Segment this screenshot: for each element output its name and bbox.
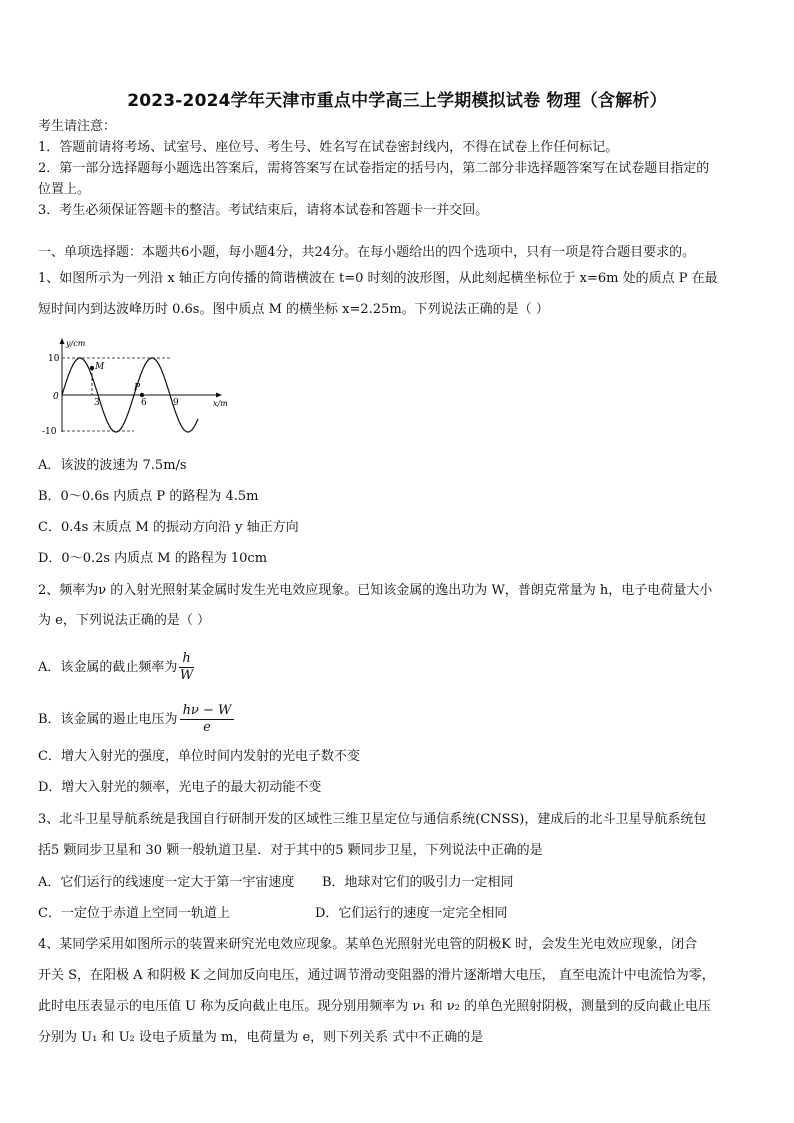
fraction-denominator: e [203, 720, 211, 735]
option-a-text: A．该金属的截止频率为 [38, 660, 178, 675]
question-4-stem: 此时电压表显示的电压值 U 称为反向截止电压。现分别用频率为 ν₁ 和 ν₂ 的单色光照射阴极，测量到的反向截止电压 [38, 999, 711, 1014]
question-1-stem: 1、如图所示为一列沿 x 轴正方向传播的简谐横波在 t=0 时刻的波形图，从此刻起横坐标位于 x=6m 处的质点 P 在最 [38, 271, 718, 286]
y-tick-label: 10 [48, 354, 60, 364]
x-tick-label: 9 [173, 398, 179, 408]
fraction-denominator: W [179, 668, 194, 683]
wave-graph [36, 338, 236, 438]
option-a [38, 651, 194, 685]
fraction-numerator: hν − W [180, 703, 235, 720]
fraction [179, 651, 193, 684]
section-heading: 一、单项选择题：本题共6小题，每小题4分，共24分。在每小题给出的四个选项中，只有一项是符合题目要求的。 [38, 245, 696, 260]
notice-item: 位置上。 [38, 182, 91, 197]
option-b: B．0～0.6s 内质点 P 的路程为 4.5m [38, 489, 259, 504]
option-d: D．增大入射光的频率，光电子的最大初动能不变 [38, 780, 322, 795]
page-title: 2023-2024学年天津市重点中学高三上学期模拟试卷 物理（含解析） [127, 91, 667, 111]
question-1-stem: 短时间内到达波峰历时 0.6s。图中质点 M 的横坐标 x=2.25m。下列说法正确的是（ ） [38, 302, 549, 317]
question-4-stem: 开关 S，在阳极 A 和阴极 K 之间加反向电压，通过调节滑动变阻器的滑片逐渐增大电压， 直至电流计中电流恰为零， [38, 968, 715, 983]
notice-heading: 考生请注意： [38, 119, 117, 134]
y-tick-label: 0 [53, 392, 59, 402]
x-tick-label: 3 [94, 398, 100, 408]
option-c: C．0.4s 末质点 M 的振动方向沿 y 轴正方向 [38, 520, 299, 535]
option-d: D．它们运行的速度一定完全相同 [315, 906, 508, 921]
point-m [90, 366, 94, 370]
fraction [180, 703, 235, 736]
x-axis-arrow-icon [216, 393, 222, 398]
point-m-label: M [95, 362, 105, 372]
option-a: A．它们运行的线速度一定大于第一宇宙速度 [38, 875, 295, 890]
y-axis-arrow-icon [60, 338, 65, 344]
question-3-stem: 3、北斗卫星导航系统是我国自行研制开发的区域性三维卫星定位与通信系统(CNSS)，建成后的北斗卫星导航系统包 [38, 812, 707, 827]
option-b [38, 703, 234, 737]
fraction-numerator: h [179, 651, 193, 668]
point-p-label: P [134, 383, 141, 393]
option-d: D．0～0.2s 内质点 M 的路程为 10cm [38, 551, 268, 566]
question-3-stem: 括5 颗同步卫星和 30 颗一般轨道卫星．对于其中的5 颗同步卫星，下列说法中正确的是 [38, 843, 543, 858]
option-c: C．增大入射光的强度，单位时间内发射的光电子数不变 [38, 749, 360, 764]
point-p [140, 393, 144, 397]
y-tick-label: -10 [42, 427, 57, 437]
x-axis-label: x/m [213, 399, 228, 408]
question-4-stem: 分别为 U₁ 和 U₂ 设电子质量为 m，电荷量为 e，则下列关系 式中不正确的是 [38, 1030, 484, 1045]
notice-item: 3．考生必须保证答题卡的整洁。考试结束后，请将本试卷和答题卡一并交回。 [38, 203, 489, 218]
option-a: A．该波的波速为 7.5m/s [38, 458, 187, 473]
notice-item: 1．答题前请将考场、试室号、座位号、考生号、姓名写在试卷密封线内，不得在试卷上作任何标记。 [38, 140, 619, 155]
option-b-text: B．该金属的遏止电压为 [38, 712, 178, 727]
question-2-stem: 为 e，下列说法正确的是（ ） [38, 613, 210, 628]
question-4-stem: 4、某同学采用如图所示的装置来研究光电效应现象。某单色光照射光电管的阴极K 时，会发生光电效应现象，闭合 [38, 937, 698, 952]
option-c: C．一定位于赤道上空同一轨道上 [38, 906, 230, 921]
y-axis-label: y/cm [66, 339, 86, 348]
option-b: B．地球对它们的吸引力一定相同 [322, 875, 514, 890]
question-2-stem: 2、频率为ν 的入射光照射某金属时发生光电效应现象。已知该金属的逸出功为 W，普朗克常量为 h，电子电荷量大小 [38, 583, 713, 598]
notice-item: 2．第一部分选择题每小题选出答案后，需将答案写在试卷指定的括号内，第二部分非选择题答案写在试卷题目指定的 [38, 161, 710, 176]
x-tick-label: 6 [141, 398, 147, 408]
